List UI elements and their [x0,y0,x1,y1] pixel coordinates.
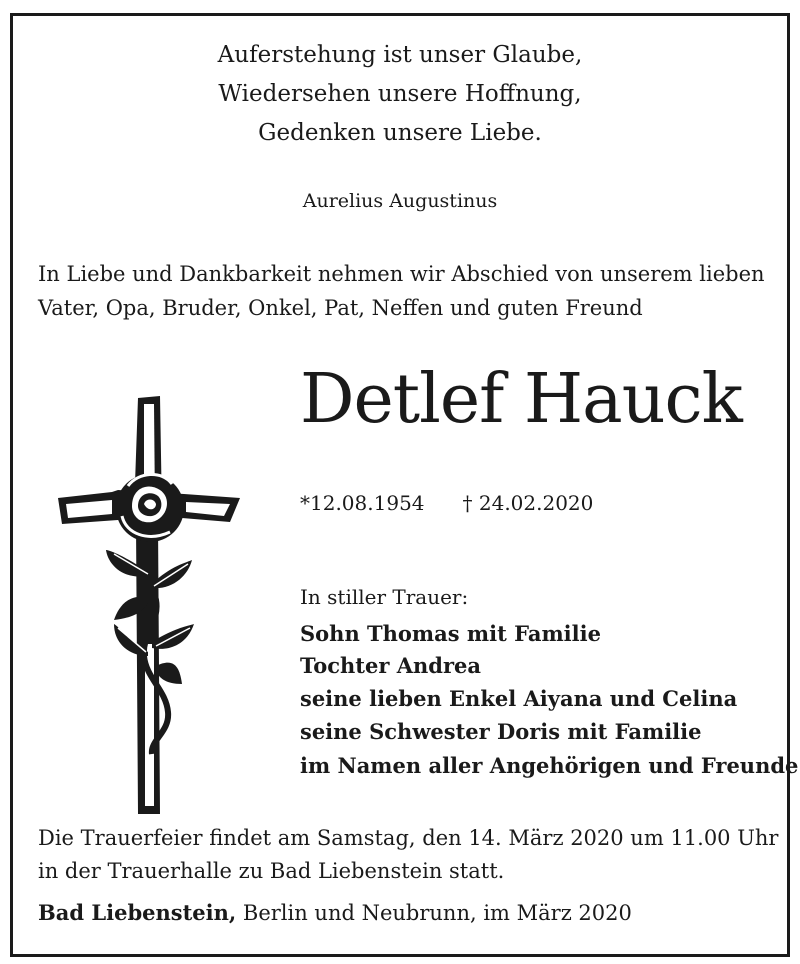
intro-line-1: In Liebe und Dankbarkeit nehmen wir Abschied von unserem lieben [38,262,765,286]
quote-line-2: Wiedersehen unsere Hoffnung, [218,81,582,107]
funeral-line-1: Die Trauerfeier findet am Samstag, den 14. März 2020 um 11.00 Uhr [38,826,779,850]
mourner-3: seine lieben Enkel Aiyana und Celina [300,686,738,711]
death-date: † 24.02.2020 [462,491,594,515]
quote-line-1: Auferstehung ist unser Glaube, [217,42,583,68]
intro-line-2: Vater, Opa, Bruder, Onkel, Pat, Neffen und guten Freund [38,296,643,320]
deceased-name: Detlef Hauck [300,360,742,439]
quote-author: Aurelius Augustinus [302,190,498,212]
closing-place: Bad Liebenstein, [38,900,237,925]
birth-date: *12.08.1954 [300,491,425,515]
life-dates [300,488,593,518]
mourning-label: In stiller Trauer: [300,585,469,609]
mourner-4: seine Schwester Doris mit Familie [300,719,702,744]
closing-rest: Berlin und Neubrunn, im März 2020 [236,901,632,925]
cross-with-rose-icon [52,394,248,818]
mourner-5: im Namen aller Angehörigen und Freunde [300,753,799,778]
closing-line [38,897,632,929]
mourner-2: Tochter Andrea [300,653,481,678]
mourner-1: Sohn Thomas mit Familie [300,621,601,646]
quote-line-3: Gedenken unsere Liebe. [258,120,542,146]
funeral-line-2: in der Trauerhalle zu Bad Liebenstein statt. [38,859,505,883]
